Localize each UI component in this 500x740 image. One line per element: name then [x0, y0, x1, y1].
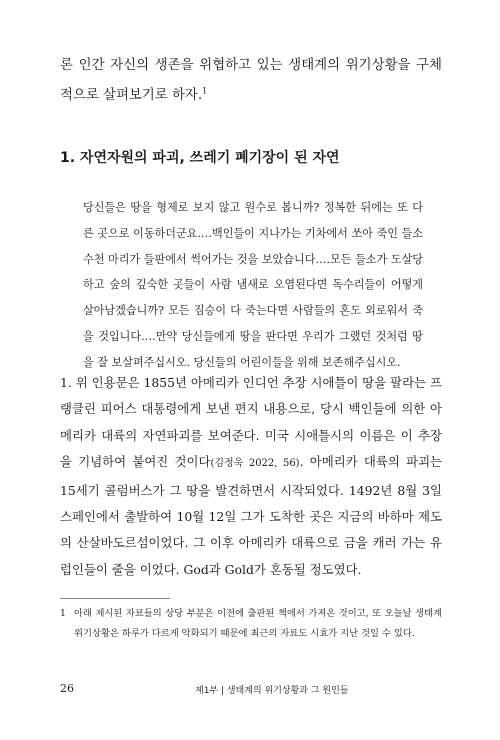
- block-quote: 당신들은 땅을 형제로 보지 않고 원수로 봅니까? 정복한 뒤에는 또 다른 곳으로 이동하더군요.…백인들이 지나가는 기차에서 쏘아 죽인 들소 수천 마리가 들판에서 썩어가는 것을 보았습니다.…모든 들소가 도살당하고 숲의 깊숙한 곳들이 사람 냄새로 오염된다면 독수리들이 어떻게 살아남겠습니까? 모든 짐승이 다 죽는다면 사람들의 혼도 외로워서 죽을 것입니다.…만약 당신들에게 땅을 판다면 우리가 그랬던 것처럼 땅을 잘 보살펴주십시오. 당신들의 어린이들을 위해 보존해주십시오.: [83, 201, 423, 369]
- footnote-divider: [60, 598, 170, 599]
- body-paragraph: [60, 370, 442, 583]
- footnote-number: 1: [60, 608, 66, 619]
- page-footer: [60, 682, 442, 700]
- section-heading: 1. 자연자원의 파괴, 쓰레기 폐기장이 된 자연: [60, 150, 340, 166]
- page-number: 26: [60, 682, 74, 695]
- citation: (김정욱 2022, 56): [210, 458, 300, 470]
- intro-paragraph: [60, 51, 442, 111]
- footnote: [60, 604, 442, 644]
- intro-text: 론 인간 자신의 생존을 위협하고 있는 생태계의 위기상황을 구체적으로 살펴보기로 하자.: [60, 58, 442, 103]
- running-head: 제1부 | 생태계의 위기상황과 그 원인들: [195, 686, 349, 696]
- body-text-after: . 아메리카 대륙의 파괴는 15세기 콜럼버스가 그 땅을 발견하면서 시작되었다. 1492년 8월 3일 스페인에서 출발하여 10월 12일 그가 도착한 곳은 지금의 바하마 제도의 산살바도르섬이었다. 그 이후 아메리카 대륙으로 금을 캐러 가는 유럽인들이 줄을 이었다. God과 Gold가 혼동될 정도였다.: [60, 454, 443, 577]
- body-text-before: 1. 위 인용문은 1855년 아메리카 인디언 추장 시애틀이 땅을 팔라는 프랭클린 피어스 대통령에게 보낸 편지 내용으로, 당시 백인들에 의한 아메리카 대륙의 자연파괴를 보여준다. 미국 시애틀시의 이름은 이 추장을 기념하여 붙여진 것이다: [60, 375, 442, 470]
- footnote-text: 아래 제시된 자료들의 상당 부분은 이전에 출판된 책에서 가져온 것이고, 또 오늘날 생태계 위기상황은 하루가 다르게 악화되기 때문에 최근의 자료도 시효가 지난 것일 수 있다.: [74, 608, 442, 639]
- footnote-marker: 1: [202, 86, 208, 96]
